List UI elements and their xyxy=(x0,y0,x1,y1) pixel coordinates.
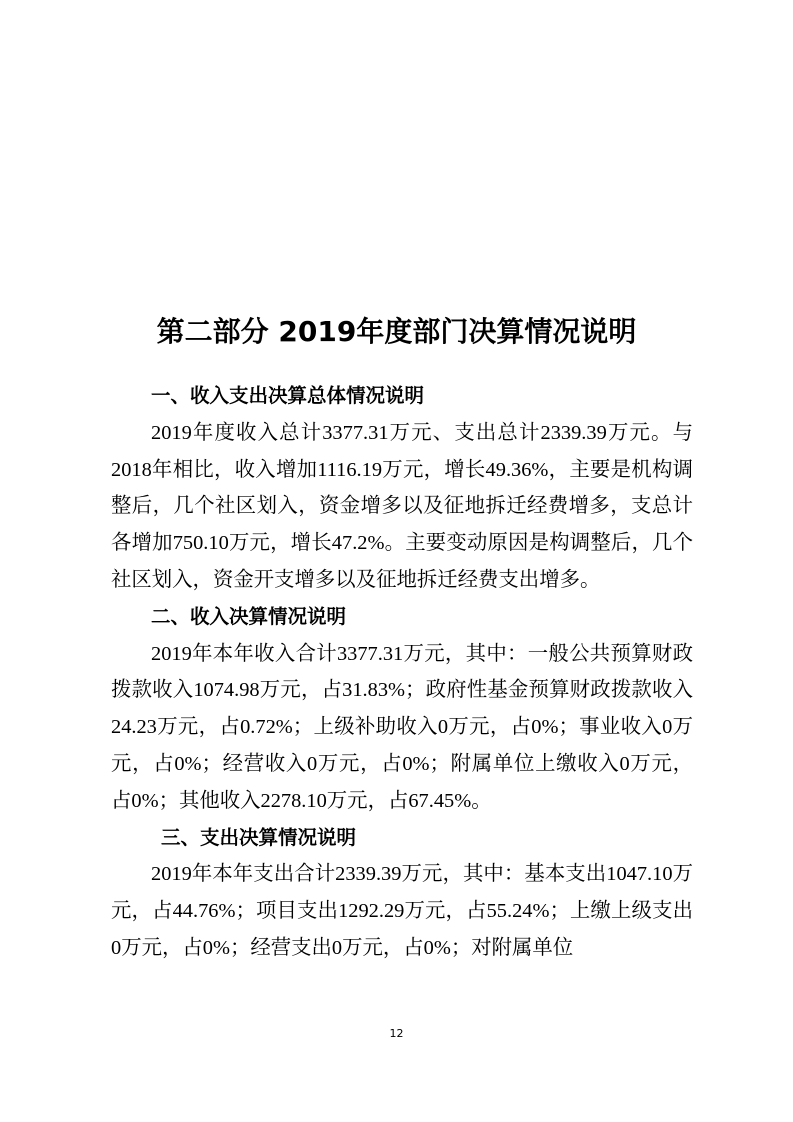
document-body xyxy=(111,378,693,967)
page-number: 12 xyxy=(389,1027,404,1040)
page-title: 第二部分 2019年度部门决算情况说明 xyxy=(156,315,637,348)
section-paragraph-income: 2019年本年收入合计3377.31万元，其中：一般公共预算财政拨款收入1074.98万元，占31.83%；政府性基金预算财政拨款收入24.23万元，占0.72%；上级补助收入0万元，占0%；事业收入0万元，占0%；经营收入0万元，占0%；附属单位上缴收入0万元，占0%；其他收入2278.10万元，占67.45%。 xyxy=(111,642,693,812)
section-heading-expenditure: 三、支出决算情况说明 xyxy=(161,825,357,849)
section-heading-overview: 一、收入支出决算总体情况说明 xyxy=(151,384,425,407)
section-paragraph-overview: 2019年度收入总计3377.31万元、支出总计2339.39万元。与2018年相比，收入增加1116.19万元，增长49.36%，主要是机构调整后，几个社区划入，资金增多以及征地拆迁经费增多，支总计各增加750.10万元，增长47.2%。主要变动原因是构调整后，几个社区划入，资金开支增多以及征地拆迁经费支出增多。 xyxy=(111,421,693,591)
section-heading-income: 二、收入决算情况说明 xyxy=(151,604,347,628)
section-paragraph-expenditure: 2019年本年支出合计2339.39万元，其中：基本支出1047.10万元，占44.76%；项目支出1292.29万元，占55.24%；上缴上级支出0万元，占0%；经营支出0万元，占0%；对附属单位 xyxy=(111,863,693,959)
